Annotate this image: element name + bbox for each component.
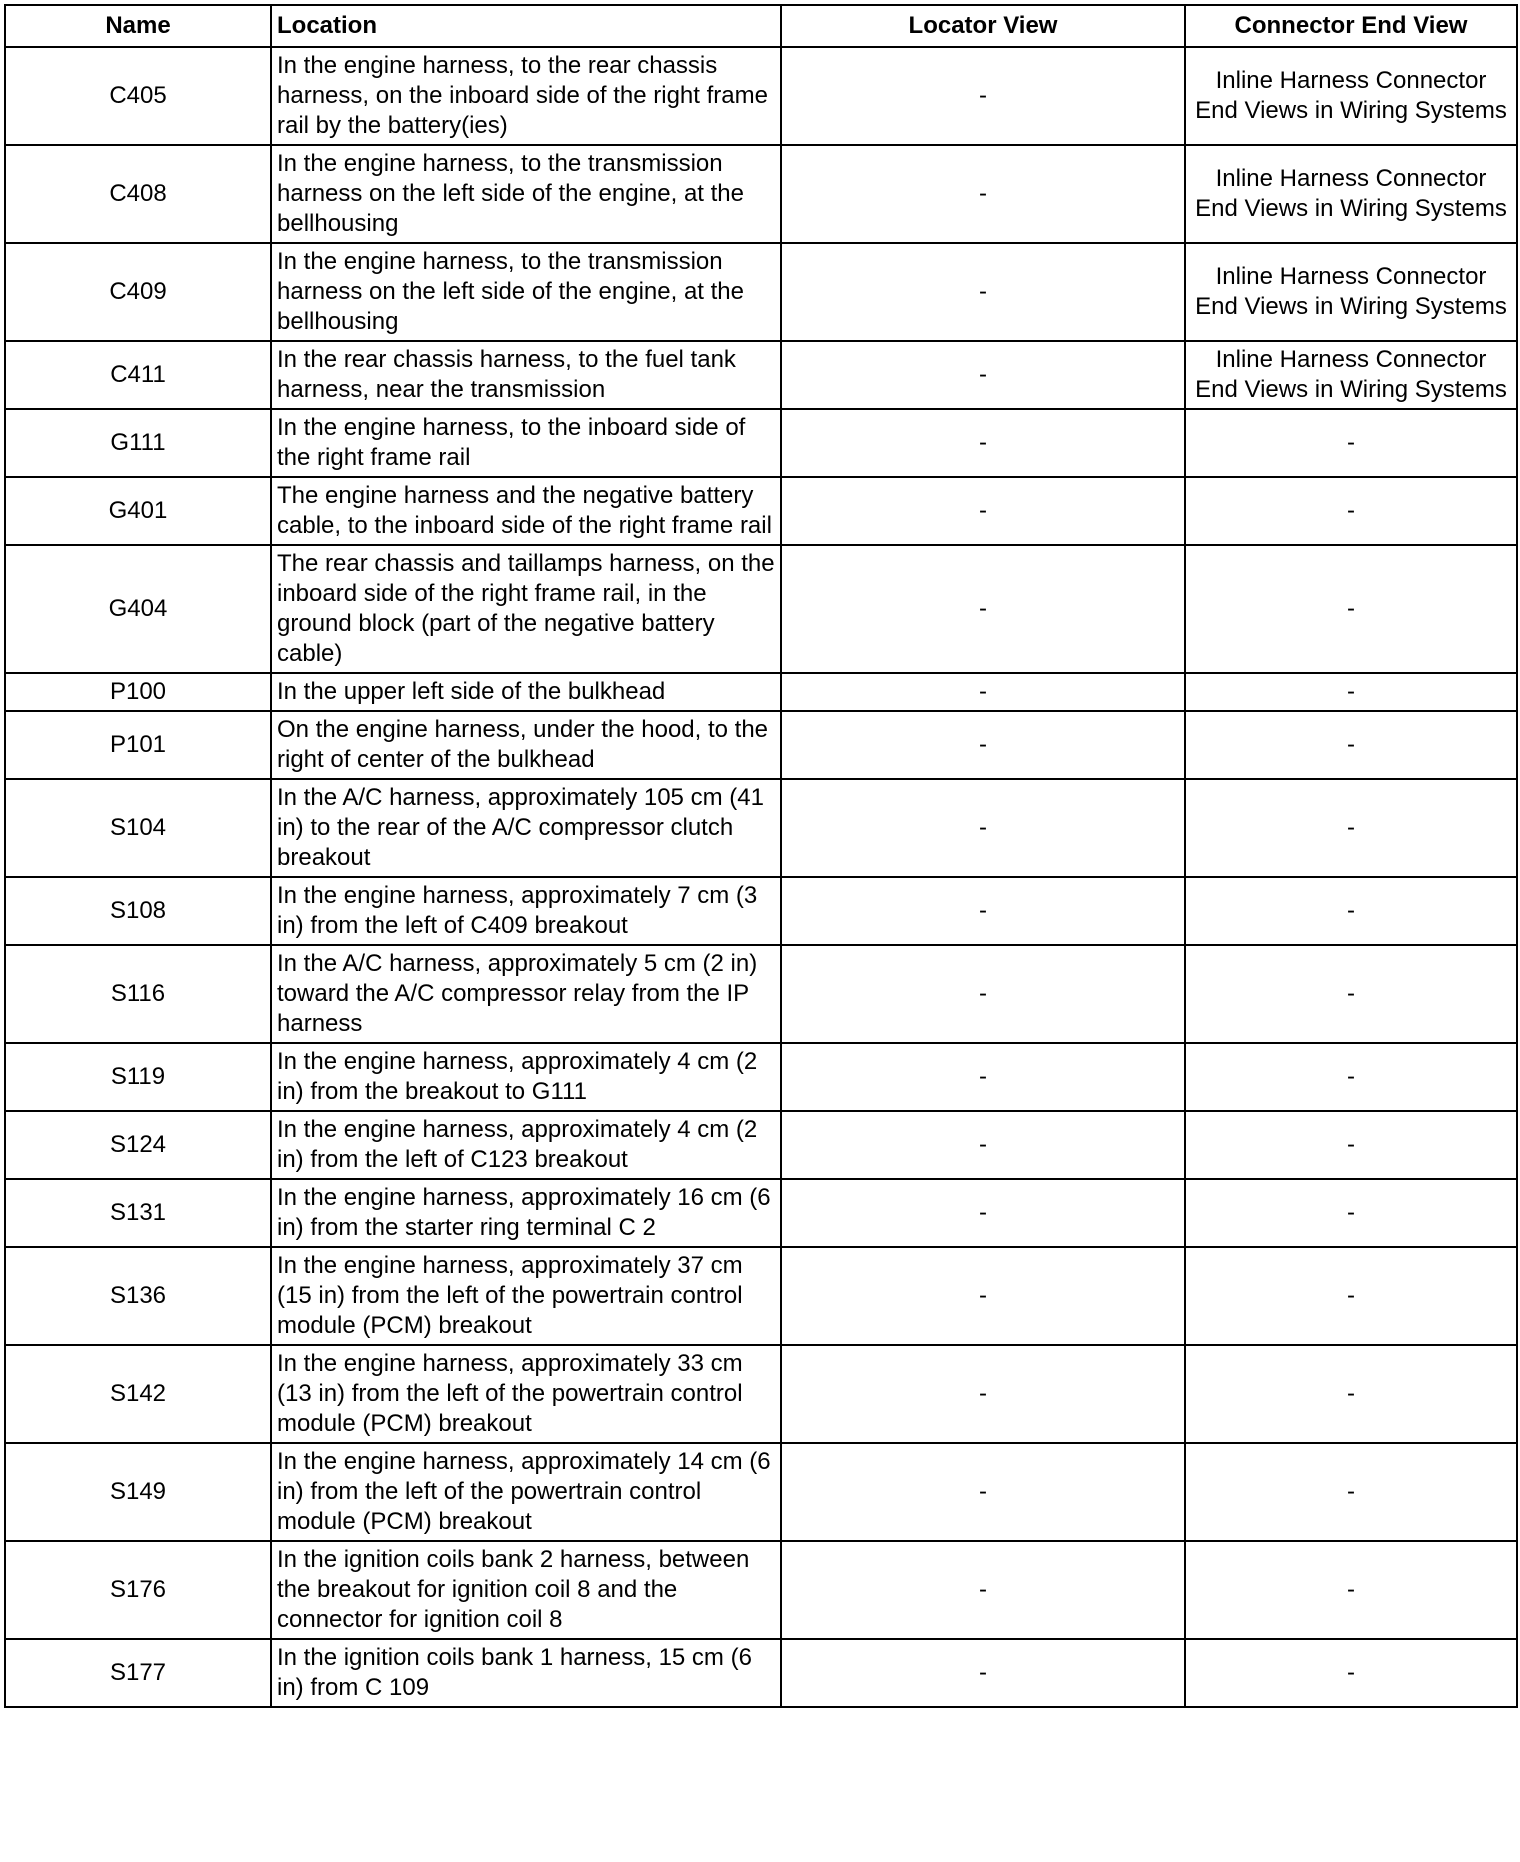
cell-location: In the A/C harness, approximately 5 cm (2 in) toward the A/C compressor relay from the IP harness bbox=[271, 945, 781, 1043]
table-row bbox=[5, 877, 1517, 945]
cell-location: In the ignition coils bank 2 harness, between the breakout for ignition coil 8 and the connector for ignition coil 8 bbox=[271, 1541, 781, 1639]
cell-locator-view: - bbox=[781, 711, 1185, 779]
cell-location: In the engine harness, approximately 4 cm (2 in) from the breakout to G111 bbox=[271, 1043, 781, 1111]
cell-locator-view: - bbox=[781, 877, 1185, 945]
cell-connector-end-view: - bbox=[1185, 1541, 1517, 1639]
cell-location: In the rear chassis harness, to the fuel tank harness, near the transmission bbox=[271, 341, 781, 409]
table-row bbox=[5, 711, 1517, 779]
table-row bbox=[5, 545, 1517, 673]
cell-locator-view: - bbox=[781, 1345, 1185, 1443]
cell-name: S108 bbox=[5, 877, 271, 945]
cell-location: In the engine harness, to the transmission harness on the left side of the engine, at the bellhousing bbox=[271, 145, 781, 243]
cell-location: On the engine harness, under the hood, to the right of center of the bulkhead bbox=[271, 711, 781, 779]
cell-location: The engine harness and the negative battery cable, to the inboard side of the right frame rail bbox=[271, 477, 781, 545]
cell-location: In the upper left side of the bulkhead bbox=[271, 673, 781, 711]
cell-locator-view: - bbox=[781, 545, 1185, 673]
cell-name: C405 bbox=[5, 47, 271, 145]
table-row bbox=[5, 673, 1517, 711]
table-row bbox=[5, 341, 1517, 409]
cell-name: S131 bbox=[5, 1179, 271, 1247]
cell-location: The rear chassis and taillamps harness, on the inboard side of the right frame rail, in the ground block (part of the negative battery cable) bbox=[271, 545, 781, 673]
cell-locator-view: - bbox=[781, 1111, 1185, 1179]
component-location-table bbox=[4, 4, 1518, 1708]
cell-connector-end-view: - bbox=[1185, 409, 1517, 477]
cell-connector-end-view: Inline Harness Connector End Views in Wiring Systems bbox=[1185, 243, 1517, 341]
cell-name: S149 bbox=[5, 1443, 271, 1541]
cell-name: S136 bbox=[5, 1247, 271, 1345]
cell-name: S142 bbox=[5, 1345, 271, 1443]
cell-name: C408 bbox=[5, 145, 271, 243]
cell-locator-view: - bbox=[781, 243, 1185, 341]
cell-connector-end-view: - bbox=[1185, 477, 1517, 545]
header-locator-view: Locator View bbox=[781, 5, 1185, 47]
cell-connector-end-view: - bbox=[1185, 1639, 1517, 1707]
cell-locator-view: - bbox=[781, 945, 1185, 1043]
table-row bbox=[5, 1345, 1517, 1443]
cell-connector-end-view: - bbox=[1185, 673, 1517, 711]
cell-connector-end-view: - bbox=[1185, 1111, 1517, 1179]
cell-locator-view: - bbox=[781, 673, 1185, 711]
table-row bbox=[5, 1541, 1517, 1639]
cell-location: In the engine harness, approximately 33 cm (13 in) from the left of the powertrain control module (PCM) breakout bbox=[271, 1345, 781, 1443]
table-row bbox=[5, 1247, 1517, 1345]
cell-name: C409 bbox=[5, 243, 271, 341]
cell-locator-view: - bbox=[781, 1541, 1185, 1639]
table-row bbox=[5, 47, 1517, 145]
cell-connector-end-view: - bbox=[1185, 1043, 1517, 1111]
table-row bbox=[5, 1639, 1517, 1707]
header-connector-end-view: Connector End View bbox=[1185, 5, 1517, 47]
table-row bbox=[5, 1111, 1517, 1179]
cell-connector-end-view: - bbox=[1185, 1443, 1517, 1541]
cell-connector-end-view: - bbox=[1185, 779, 1517, 877]
cell-connector-end-view: Inline Harness Connector End Views in Wiring Systems bbox=[1185, 47, 1517, 145]
cell-location: In the engine harness, approximately 16 cm (6 in) from the starter ring terminal C 2 bbox=[271, 1179, 781, 1247]
cell-location: In the engine harness, approximately 7 cm (3 in) from the left of C409 breakout bbox=[271, 877, 781, 945]
table-row bbox=[5, 945, 1517, 1043]
cell-name: G111 bbox=[5, 409, 271, 477]
cell-location: In the engine harness, approximately 14 cm (6 in) from the left of the powertrain control module (PCM) breakout bbox=[271, 1443, 781, 1541]
table-row bbox=[5, 409, 1517, 477]
cell-location: In the A/C harness, approximately 105 cm (41 in) to the rear of the A/C compressor clutch breakout bbox=[271, 779, 781, 877]
header-name: Name bbox=[5, 5, 271, 47]
cell-locator-view: - bbox=[781, 47, 1185, 145]
cell-name: S104 bbox=[5, 779, 271, 877]
cell-locator-view: - bbox=[781, 1179, 1185, 1247]
cell-connector-end-view: - bbox=[1185, 945, 1517, 1043]
table-row bbox=[5, 477, 1517, 545]
header-location: Location bbox=[271, 5, 781, 47]
cell-name: G404 bbox=[5, 545, 271, 673]
cell-name: S176 bbox=[5, 1541, 271, 1639]
table-row bbox=[5, 1179, 1517, 1247]
cell-connector-end-view: - bbox=[1185, 711, 1517, 779]
cell-locator-view: - bbox=[781, 1443, 1185, 1541]
cell-connector-end-view: - bbox=[1185, 1345, 1517, 1443]
cell-locator-view: - bbox=[781, 341, 1185, 409]
table-row bbox=[5, 1443, 1517, 1541]
cell-connector-end-view: - bbox=[1185, 1179, 1517, 1247]
cell-connector-end-view: - bbox=[1185, 877, 1517, 945]
cell-location: In the ignition coils bank 1 harness, 15 cm (6 in) from C 109 bbox=[271, 1639, 781, 1707]
header-row bbox=[5, 5, 1517, 47]
cell-connector-end-view: Inline Harness Connector End Views in Wiring Systems bbox=[1185, 145, 1517, 243]
cell-locator-view: - bbox=[781, 409, 1185, 477]
cell-name: C411 bbox=[5, 341, 271, 409]
table-row bbox=[5, 779, 1517, 877]
cell-location: In the engine harness, approximately 37 cm (15 in) from the left of the powertrain control module (PCM) breakout bbox=[271, 1247, 781, 1345]
cell-name: S177 bbox=[5, 1639, 271, 1707]
cell-name: G401 bbox=[5, 477, 271, 545]
cell-name: S116 bbox=[5, 945, 271, 1043]
cell-name: S124 bbox=[5, 1111, 271, 1179]
cell-connector-end-view: Inline Harness Connector End Views in Wiring Systems bbox=[1185, 341, 1517, 409]
cell-location: In the engine harness, to the rear chassis harness, on the inboard side of the right frame rail by the battery(ies) bbox=[271, 47, 781, 145]
cell-locator-view: - bbox=[781, 1043, 1185, 1111]
cell-location: In the engine harness, to the inboard side of the right frame rail bbox=[271, 409, 781, 477]
cell-connector-end-view: - bbox=[1185, 1247, 1517, 1345]
cell-name: S119 bbox=[5, 1043, 271, 1111]
cell-name: P100 bbox=[5, 673, 271, 711]
cell-connector-end-view: - bbox=[1185, 545, 1517, 673]
cell-locator-view: - bbox=[781, 779, 1185, 877]
table-row bbox=[5, 243, 1517, 341]
table-row bbox=[5, 1043, 1517, 1111]
cell-locator-view: - bbox=[781, 1247, 1185, 1345]
cell-location: In the engine harness, to the transmission harness on the left side of the engine, at the bellhousing bbox=[271, 243, 781, 341]
cell-locator-view: - bbox=[781, 1639, 1185, 1707]
cell-location: In the engine harness, approximately 4 cm (2 in) from the left of C123 breakout bbox=[271, 1111, 781, 1179]
cell-locator-view: - bbox=[781, 477, 1185, 545]
cell-name: P101 bbox=[5, 711, 271, 779]
table-row bbox=[5, 145, 1517, 243]
cell-locator-view: - bbox=[781, 145, 1185, 243]
